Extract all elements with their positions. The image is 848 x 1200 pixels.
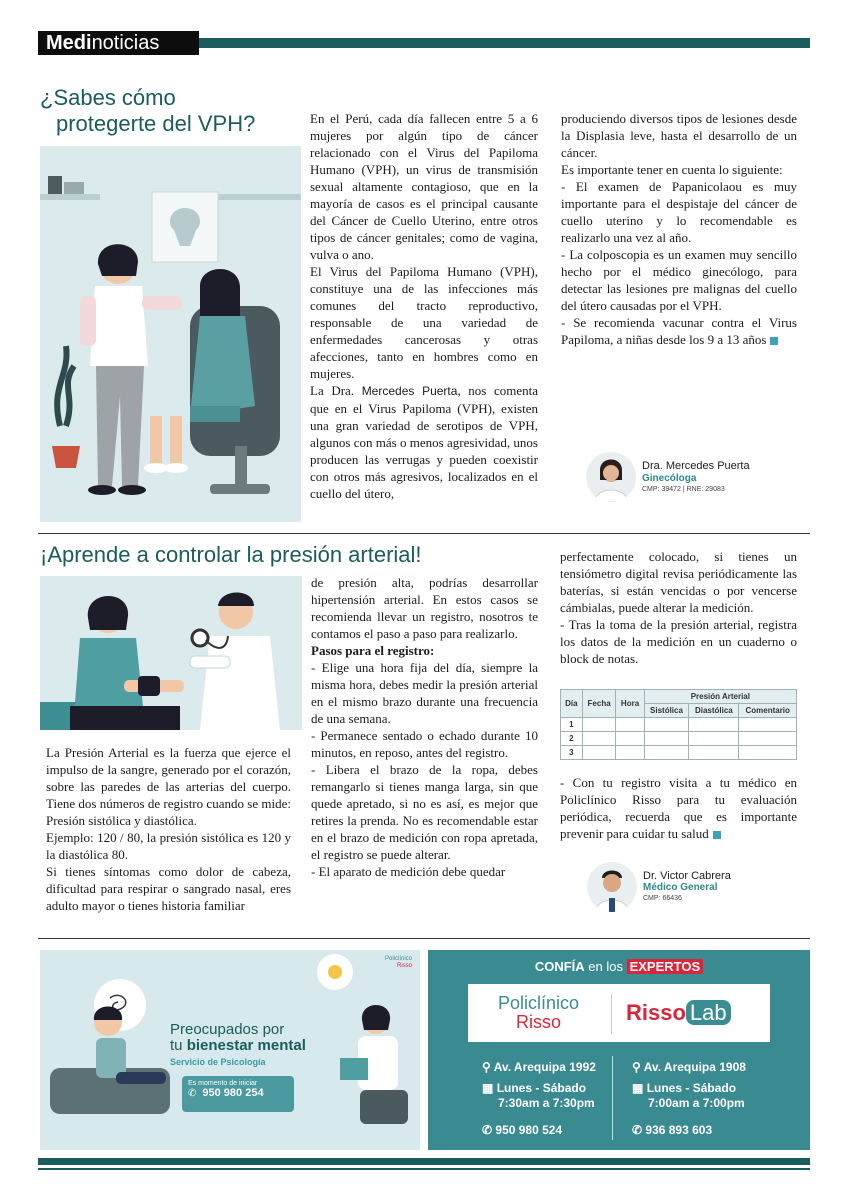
avatar: [586, 452, 636, 502]
article1-column1: [310, 110, 538, 502]
article2-paragraph: - Con tu registro visita a tu médico en Policlínico Risso para tu evaluación periódica, recuerda que es importante prevenir para cuidar tu salud: [560, 775, 797, 841]
doctor-cmp: CMP: 66436: [643, 895, 682, 902]
table-header: Día: [561, 690, 583, 718]
calendar-icon: ▦: [482, 1081, 494, 1095]
risso-ad: [428, 950, 810, 1150]
gynecology-illustration: [40, 146, 301, 522]
ad-left-cta[interactable]: [182, 1076, 294, 1112]
table-header: Hora: [616, 690, 644, 718]
article2-column1: [46, 744, 291, 914]
table-row: 1: [561, 718, 797, 732]
doctor-name-inline: Mercedes Puerta: [361, 384, 458, 398]
article1-paragraph: Es importante tener en cuenta lo siguiente:: [561, 162, 783, 177]
hours: 7:30am a 7:30pm: [498, 1096, 595, 1110]
article2-paragraph: perfectamente colocado, si tienes un tensiómetro digital revisa periódicamente las baterías, si están vencidas o por vencerse cámbialas, puede alterar la medición.: [560, 549, 797, 615]
article2-column3: [560, 548, 797, 667]
article2-paragraph: Si tienes síntomas como dolor de cabeza, dificultad para respirar o sangrado nasal, eres adulto mayor o tienes historia familiar: [46, 864, 291, 913]
article1-paragraph: - Se recomienda vacunar contra el Virus Papiloma, a niñas desde los 9 a 13 años: [561, 315, 797, 347]
section-divider: [38, 938, 810, 939]
doctor-role: Médico General: [643, 882, 718, 893]
table-row: 2: [561, 732, 797, 746]
table-header: Comentario: [739, 704, 797, 718]
avatar: [587, 862, 637, 912]
doctor-cmp: CMP: 39472 | RNE: 29083: [642, 486, 725, 493]
blood-pressure-illustration: [40, 576, 302, 730]
article2-step: - Permanece sentado o echado durante 10 minutos, en reposo, antes del registro.: [311, 728, 538, 760]
cta-text: Es momento de iniciar: [188, 1080, 258, 1087]
blood-pressure-log-table: [560, 689, 797, 760]
article1-paragraph: El Virus del Papiloma Humano (VPH), constituye una de las infecciones más comunes del tracto reproductivo, responsable de una variedad de enfermedades cancerosas y otras afecciones, tanto en hombres como en mujeres.: [310, 264, 538, 381]
article2-column2: [311, 574, 538, 880]
ad-brand: Policlínico Risso: [384, 956, 412, 969]
location-pin-icon: ⚲: [632, 1060, 641, 1074]
phone[interactable]: 950 980 524: [495, 1123, 563, 1137]
logos-panel: [468, 984, 770, 1042]
days: Lunes - Sábado: [646, 1081, 737, 1095]
end-square-icon: [770, 337, 778, 345]
address: Av. Arequipa 1992: [493, 1060, 596, 1074]
doctor-role: Ginecóloga: [642, 473, 697, 484]
article1-title-line1: ¿Sabes cómo: [40, 85, 176, 110]
phone[interactable]: 936 893 603: [645, 1123, 713, 1137]
ad-service: Servicio de Psicología: [170, 1057, 266, 1067]
footer-bar-thin: [38, 1168, 810, 1170]
article1-paragraph: En el Perú, cada día fallecen entre 5 a 6 mujeres por algún tipo de cáncer relacionado con el Virus del Papiloma Humano (VPH), un virus de transmisión sexual altamente contagioso, que en la mayoría de casos es el principal causante del Cáncer de Cuello Uterino, entre otros tipos de cáncer genitales; como de vagina, vulva o ano.: [310, 111, 538, 262]
table-header: Diastólica: [689, 704, 739, 718]
brand-logo: [46, 32, 159, 55]
article1-paragraph: - La colposcopia es un examen muy sencillo hecho por el médico ginecólogo, para detectar las lesiones pre malignas del cuello del útero causadas por el VPH.: [561, 247, 797, 313]
article1-paragraph: La Dra. Mercedes Puerta, nos comenta que en el Virus Papiloma (VPH), existen una gran variedad de serotipos de VPH, algunos con más o menos agresividad, unos producen las verrugas y pueden coexistir con otros más agresivos, localizados en el cuello del útero,: [310, 383, 539, 501]
article2-title: ¡Aprende a controlar la presión arterial!: [40, 542, 422, 567]
location-2: [632, 1060, 746, 1138]
article1-paragraph: - El examen de Papanicolaou es muy importante para el despistaje del cáncer de cuello uterino y lo recomendable es realizarlo una vez al año.: [561, 179, 797, 245]
rissolab-logo: Risso Lab: [626, 1000, 731, 1026]
ad-left-headline: [170, 1022, 306, 1070]
table-row: 3: [561, 746, 797, 760]
hours: 7:00am a 7:00pm: [648, 1096, 745, 1110]
footer-bar: [38, 1158, 810, 1165]
doctor-card-gynecologist: [586, 452, 786, 502]
table-header: Presión Arterial: [644, 690, 796, 704]
brand-light: noticias: [91, 32, 160, 54]
article2-step: - Libera el brazo de la ropa, debes remangarlo si tienes manga larga, sin que quede apretado, si no es así, es mejor que retires la prenda. No es recomendable estar en el brazo de medición con ropa apretada, el registro se puede alterar.: [311, 762, 538, 862]
article2-step: - El aparato de medición debe quedar: [311, 864, 506, 879]
ad-left-phone[interactable]: 950 980 254: [202, 1087, 264, 1099]
whatsapp-icon: ✆: [482, 1123, 493, 1137]
article1-paragraph: produciendo diversos tipos de lesiones desde la Displasia leve, hasta el desarrollo de un cáncer.: [561, 111, 797, 160]
end-square-icon: [713, 831, 721, 839]
ad-line1: Preocupados por: [170, 1021, 285, 1038]
whatsapp-icon: ✆: [188, 1087, 197, 1099]
article2-paragraph: Ejemplo: 120 / 80, la presión sistólica es 120 y la diastólica 80.: [46, 830, 291, 862]
psychology-ad: [40, 950, 420, 1150]
calendar-icon: ▦: [632, 1081, 644, 1095]
days: Lunes - Sábado: [496, 1081, 587, 1095]
article2-paragraph: - Tras la toma de la presión arterial, registra los datos de la medición en un cuaderno o block de notas.: [560, 617, 797, 666]
doctor-card-general: [587, 862, 787, 912]
steps-heading: Pasos para el registro:: [311, 643, 435, 658]
ad-slogan: CONFÍA en los EXPERTOS: [428, 959, 810, 974]
article2-paragraph: de presión alta, podrías desarrollar hipertensión arterial. En estos casos se recomienda llevar un registro, nosotros te contamos el paso a paso para realizarlo.: [311, 575, 538, 641]
ad-line2: tu bienestar mental: [170, 1037, 306, 1054]
whatsapp-icon: ✆: [632, 1123, 643, 1137]
article2-step: - Elige una hora fija del día, siempre la misma hora, debes medir la presión arterial en el mismo brazo durante una frecuencia de una semana.: [311, 660, 538, 726]
doctor-name: Dr. Victor Cabrera: [643, 870, 731, 882]
address: Av. Arequipa 1908: [643, 1060, 746, 1074]
header-bar: [38, 31, 810, 55]
section-divider: [38, 533, 810, 534]
policlinico-logo: Policlínico Risso: [498, 993, 580, 1032]
brand-bold: Medi: [46, 32, 92, 54]
article1-title-line2: protegerte del VPH?: [56, 111, 256, 136]
article1-column2: [561, 110, 797, 348]
article1-title: [40, 85, 255, 137]
doctor-name: Dra. Mercedes Puerta: [642, 460, 750, 472]
table-header: Sistólica: [644, 704, 689, 718]
article2-column3-end: [560, 774, 797, 842]
table-header: Fecha: [582, 690, 616, 718]
location-pin-icon: ⚲: [482, 1060, 491, 1074]
location-1: [482, 1060, 596, 1138]
article2-paragraph: La Presión Arterial es la fuerza que ejerce el impulso de la sangre, generado por el corazón, sobre las paredes de las arterias del cuerpo. Tiene dos números de registro cuando se mide: Presión sistólica y diastólica.: [46, 745, 291, 828]
